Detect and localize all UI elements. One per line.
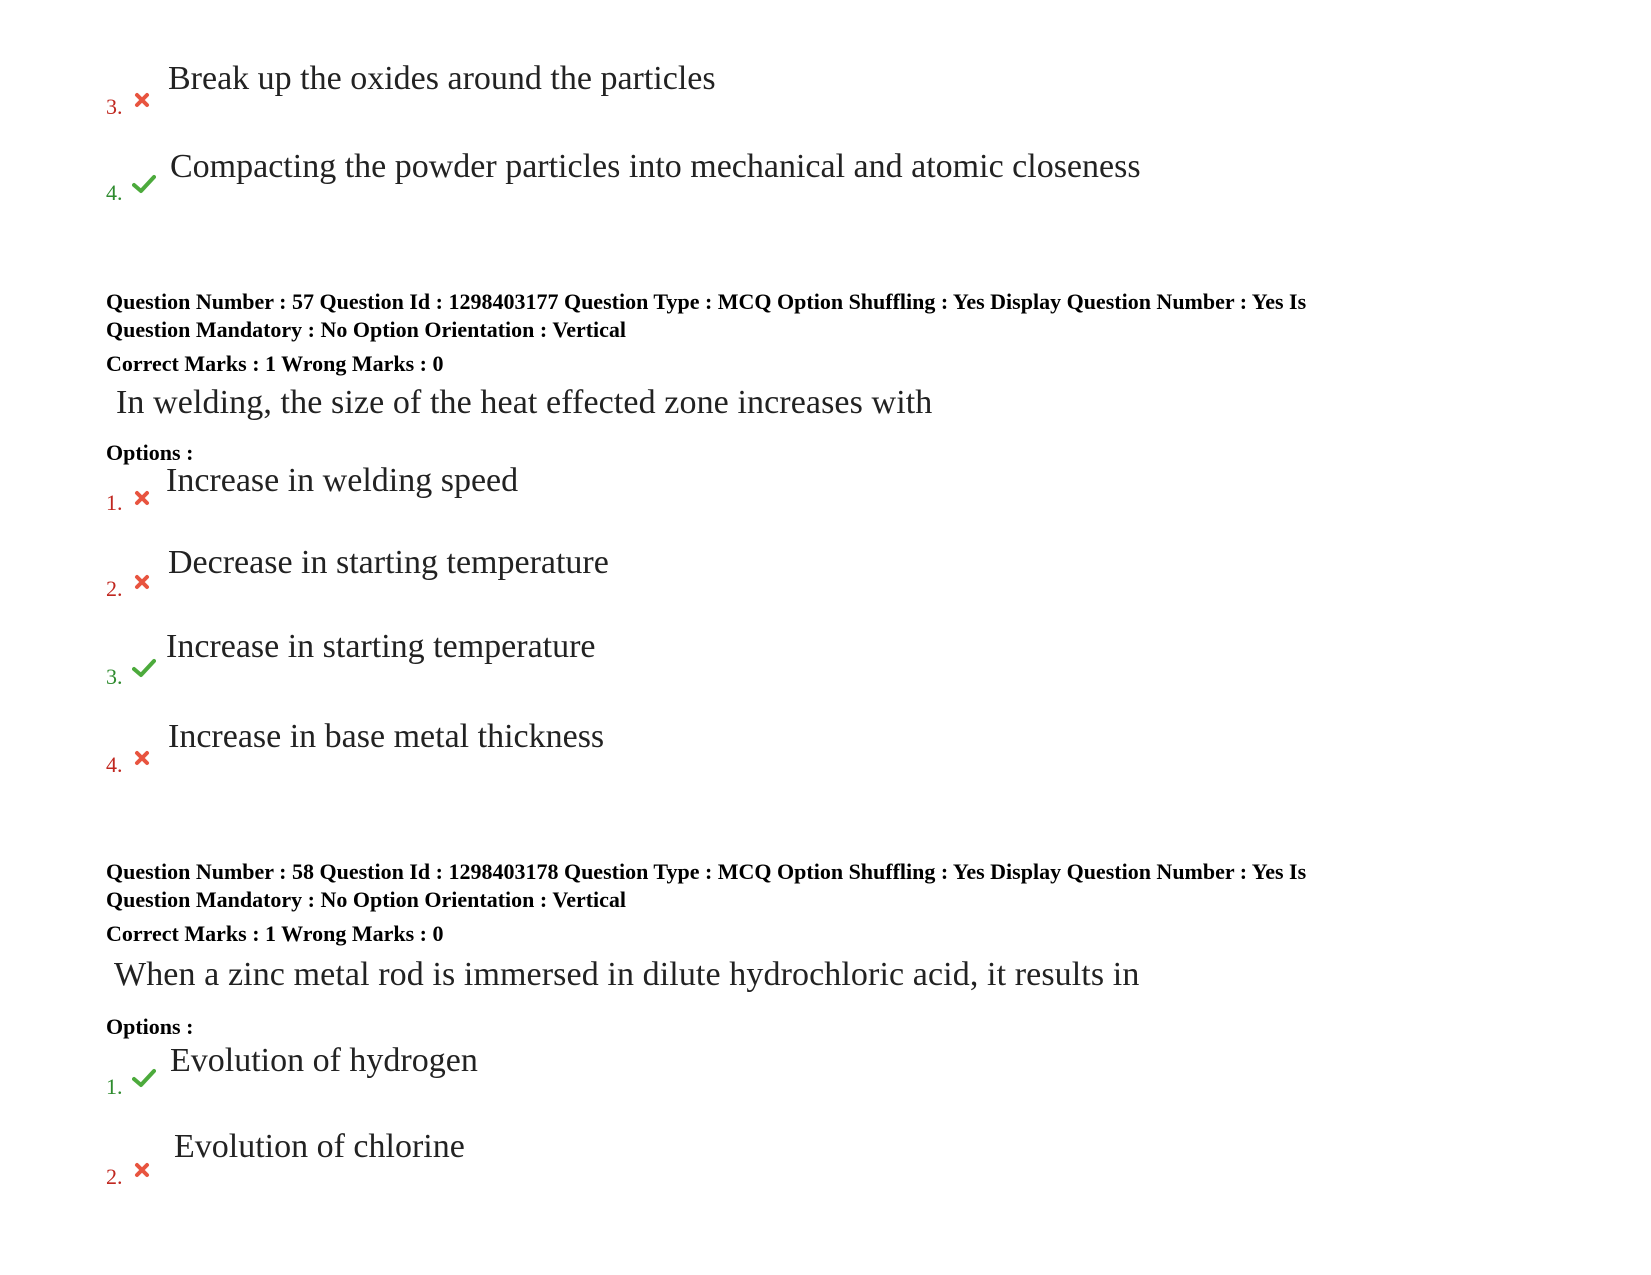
- option-row: [106, 718, 1306, 777]
- option-number: 3.: [106, 664, 123, 689]
- option-row: [106, 148, 1306, 205]
- cross-icon: [134, 1162, 150, 1178]
- option-text: Increase in starting temperature: [166, 628, 596, 665]
- question-meta-line2: Question Mandatory : No Option Orientation : Vertical: [106, 887, 627, 912]
- option-row: [106, 544, 1306, 602]
- marks-line: Correct Marks : 1 Wrong Marks : 0: [106, 351, 444, 376]
- option-text: Decrease in starting temperature: [168, 544, 609, 581]
- question-meta-line2: Question Mandatory : No Option Orientation : Vertical: [106, 317, 627, 342]
- option-text: Increase in welding speed: [166, 462, 519, 499]
- cross-icon: [134, 92, 150, 108]
- option-text: Evolution of hydrogen: [170, 1042, 478, 1079]
- question-meta-line1: Question Number : 58 Question Id : 1298403178 Question Type : MCQ Option Shuffling : Yes Display Question Number : Yes Is: [106, 859, 1307, 884]
- option-row: [106, 1128, 1306, 1189]
- check-icon: [132, 1068, 156, 1088]
- question-text: When a zinc metal rod is immersed in dilute hydrochloric acid, it results in: [114, 956, 1140, 993]
- check-icon: [132, 174, 156, 194]
- option-number: 4.: [106, 180, 123, 205]
- option-text: Break up the oxides around the particles: [168, 60, 716, 97]
- marks-line: Correct Marks : 1 Wrong Marks : 0: [106, 921, 444, 946]
- option-number: 4.: [106, 752, 123, 777]
- check-icon: [132, 658, 156, 678]
- option-row: [106, 58, 1306, 119]
- option-number: 1.: [106, 1074, 123, 1099]
- options-label: Options :: [106, 1014, 194, 1039]
- option-number: 1.: [106, 490, 123, 515]
- option-number: 2.: [106, 1164, 123, 1189]
- question-meta-line1: Question Number : 57 Question Id : 1298403177 Question Type : MCQ Option Shuffling : Yes Display Question Number : Yes Is: [106, 289, 1307, 314]
- option-row: [106, 628, 1306, 689]
- option-row: [106, 1042, 1306, 1099]
- options-label: Options :: [106, 440, 194, 465]
- option-text: Evolution of chlorine: [174, 1128, 465, 1165]
- option-text: Compacting the powder particles into mechanical and atomic closeness: [170, 148, 1141, 185]
- question-text: In welding, the size of the heat effected zone increases with: [116, 384, 933, 421]
- option-number: 3.: [106, 94, 123, 119]
- option-text: Increase in base metal thickness: [168, 718, 605, 755]
- cross-icon: [134, 490, 150, 506]
- option-number: 2.: [106, 576, 123, 601]
- option-row: [106, 462, 1306, 518]
- cross-icon: [134, 750, 150, 766]
- cross-icon: [134, 574, 150, 590]
